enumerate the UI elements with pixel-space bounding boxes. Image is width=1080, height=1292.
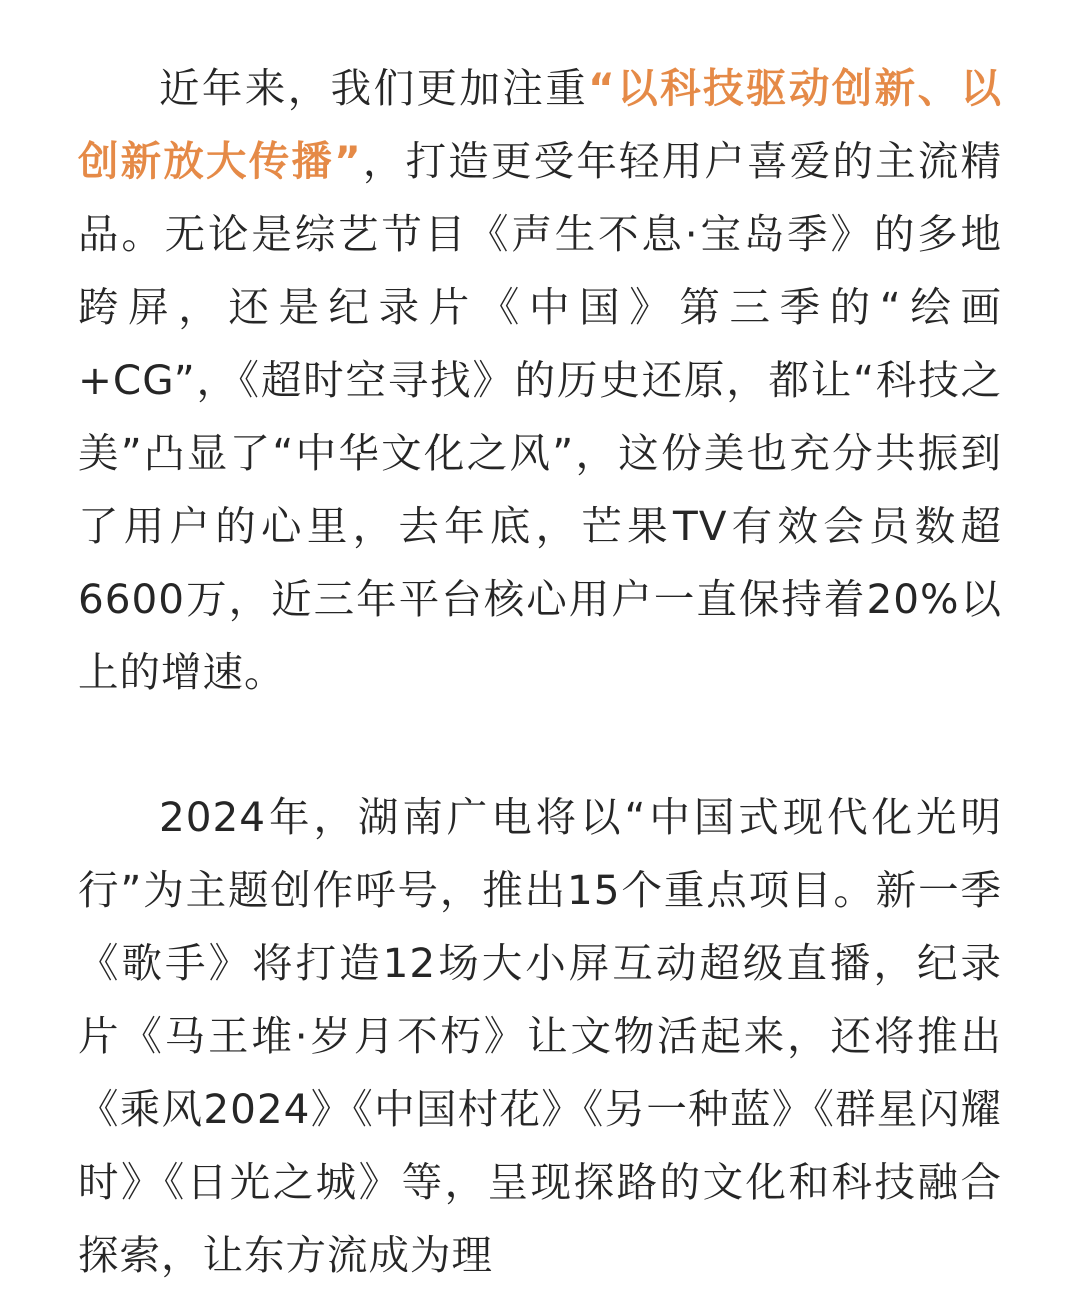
article-body <box>78 52 1002 1292</box>
paragraph-2: 2024年，湖南广电将以“中国式现代化光明行”为主题创作呼号，推出15个重点项目。新一季《歌手》将打造12场大小屏互动超级直播，纪录片《马王堆·岁月不朽》让文物活起来，还将推出《乘风2024》《中国村花》《另一种蓝》《群星闪耀时》《日光之城》等，呈现探路的文化和科技融合探索，让东方流成为理 <box>78 793 1002 1279</box>
highlighted-slogan: “以科技驱动创新、以创新放大传播” <box>78 64 1003 185</box>
paragraph-1-lead: 近年来，我们更加注重 <box>159 64 589 112</box>
paragraph-1 <box>78 52 1002 709</box>
paragraph-1-rest: ，打造更受年轻用户喜爱的主流精品。无论是综艺节目《声生不息·宝岛季》的多地跨屏，还是纪录片《中国》第三季的“绘画+CG”，《超时空寻找》的历史还原，都让“科技之美”凸显了“中华文化之风”，这份美也充分共振到了用户的心里，去年底，芒果TV有效会员数超6600万，近三年平台核心用户一直保持着20%以上的增速。 <box>78 137 1003 696</box>
